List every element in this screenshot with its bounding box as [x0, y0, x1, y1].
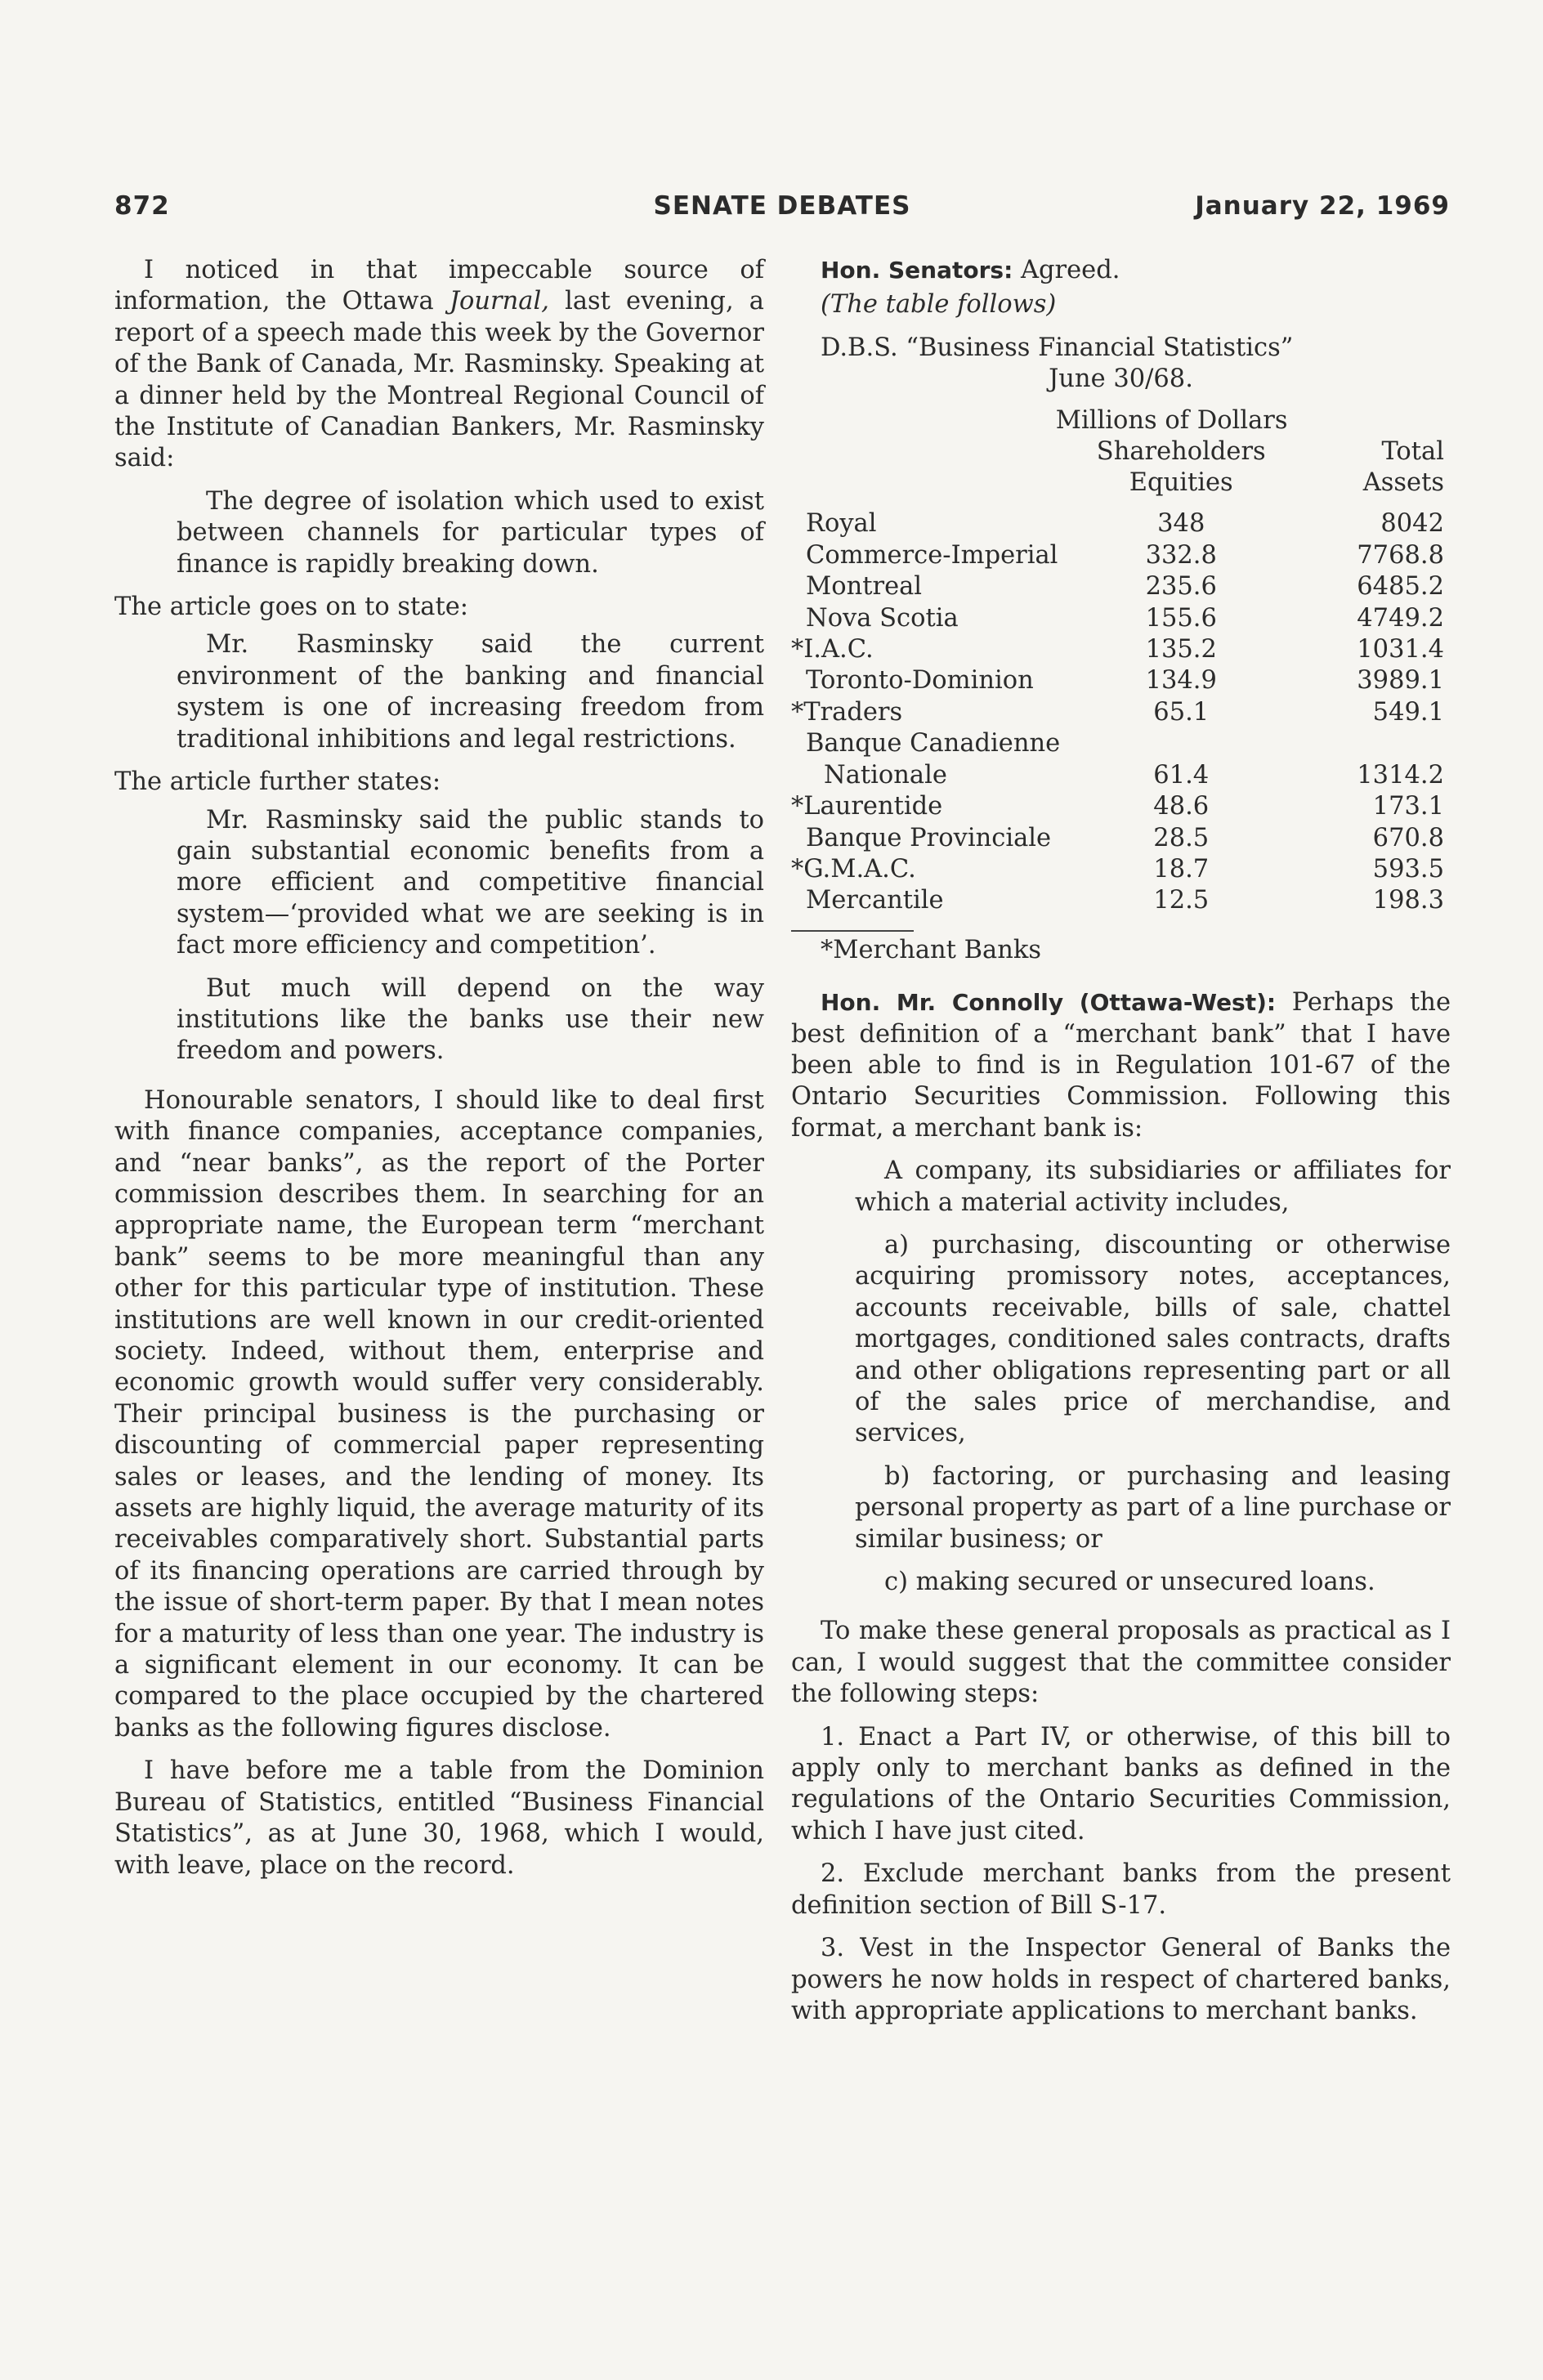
- row-name: *I.A.C.: [791, 635, 874, 664]
- row-assets: 6485.2: [1357, 572, 1444, 602]
- row-equities: 28.5: [1153, 823, 1210, 852]
- row-name: Banque Canadienne: [806, 729, 1061, 758]
- quote-isolation: The degree of isolation which used to exist between channels for particular types of finance is rapidly breaking down.: [177, 486, 764, 579]
- table-body: [791, 499, 1451, 917]
- right-column: [791, 255, 1451, 2027]
- row-equities: 135.2: [1145, 635, 1217, 664]
- definition-b: b) factoring, or purchasing and leasing personal property as part of a line purchase or similar business; or: [855, 1461, 1451, 1554]
- text: (The table follows): [821, 290, 1057, 320]
- row-assets: 8042: [1380, 509, 1444, 539]
- row-name: Montreal: [806, 572, 923, 602]
- divider: [791, 930, 914, 932]
- step-3: 3. Vest in the Inspector General of Banks the powers he now holds in respect of chartered banks, with appropriate applications to merchant banks.: [791, 1934, 1451, 2025]
- definition-c: c) making secured or unsecured loans.: [884, 1568, 1375, 1597]
- col-header: Equities: [1129, 468, 1233, 498]
- row-assets: 3989.1: [1357, 666, 1444, 696]
- row-name: Banque Provinciale: [806, 823, 1052, 852]
- table-row: [791, 571, 1451, 602]
- row-assets: 549.1: [1372, 697, 1444, 727]
- row-name: Mercantile: [806, 886, 944, 915]
- quote-much-depend: But much will depend on the way institutions like the banks use their new freedom and powers.: [177, 973, 764, 1066]
- text: Millions of Dollars: [1055, 405, 1288, 435]
- row-equities: 12.5: [1153, 886, 1210, 915]
- paragraph-journal: [114, 255, 764, 475]
- financial-table: [791, 405, 1451, 917]
- row-equities: 134.9: [1145, 666, 1217, 696]
- page-header: [114, 191, 1450, 224]
- table-row: [791, 603, 1451, 634]
- page-number: 872: [114, 191, 170, 221]
- speaker-name: Hon. Senators:: [821, 257, 1013, 284]
- row-assets: 1031.4: [1357, 635, 1444, 664]
- paragraph-table-intro: I have before me a table from the Dominion Bureau of Statistics, entitled “Business Financial Statistics”, as at June 30, 1968, which I would, with leave, place on the record.: [114, 1756, 764, 1880]
- table-row: [791, 760, 1451, 791]
- col-header: Assets: [1362, 468, 1444, 498]
- col-header: Total: [1381, 437, 1444, 467]
- speaker-name: Hon. Mr. Connolly (Ottawa-West):: [821, 989, 1277, 1017]
- step-2: 2. Exclude merchant banks from the present definition section of Bill S-17.: [791, 1859, 1451, 1920]
- definition-a: a) purchasing, discounting or otherwise acquiring promissory notes, acceptances, accounts receivable, bills of sale, chattel mortgages, conditioned sales contracts, drafts and other obligations representing part or all of the sales price of merchandise, and services,: [855, 1230, 1451, 1448]
- row-equities: 61.4: [1153, 760, 1210, 790]
- row-assets: 593.5: [1372, 854, 1444, 884]
- table-row: [791, 854, 1451, 885]
- table-source: D.B.S. “Business Financial Statistics”: [821, 333, 1294, 362]
- quote-public-stands: Mr. Rasminsky said the public stands to gain substantial economic benefits from a more efficient and competitive financial system—‘provided what we are seeking is in fact more efficiency and competition’.: [177, 805, 764, 960]
- journal-name: Journal,: [449, 287, 549, 316]
- paragraph-goes-on: The article goes on to state:: [114, 593, 469, 622]
- page-date: January 22, 1969: [1195, 191, 1450, 221]
- row-name: *Laurentide: [791, 792, 943, 821]
- quote-environment: Mr. Rasminsky said the current environment of the banking and financial system is one of increasing freedom from traditional inhibitions and legal restrictions.: [177, 630, 764, 754]
- paragraph-agreed: [791, 255, 1451, 286]
- row-assets: 173.1: [1372, 792, 1444, 821]
- row-equities: [1097, 728, 1266, 759]
- row-name: Nova Scotia: [806, 603, 959, 633]
- table-row: [791, 728, 1451, 759]
- row-equities: 18.7: [1153, 854, 1210, 884]
- table-follows-note: [791, 289, 1451, 320]
- table-date: June 30/68.: [1049, 365, 1193, 394]
- table-row: [791, 665, 1451, 696]
- table-row: [791, 499, 1451, 540]
- row-name: Nationale: [824, 760, 947, 790]
- paragraph-honourable: Honourable senators, I should like to deal first with finance companies, acceptance companies, and “near banks”, as the report of the Porter commission describes them. In searching for an appropriate name, the European term “merchant bank” seems to be more meaningful than any other for this particular type of institution. These institutions are well known in our credit-oriented society. Indeed, without them, enterprise and economic growth would suffer very considerably. Their principal business is the purchasing or discounting of commercial paper representing sales or leases, and the lending of money. Its assets are highly liquid, the average maturity of its receivables comparatively short. Substantial parts of its financing operations are carried through by the issue of short-term paper. By that I mean notes for a maturity of less than one year. The industry is a significant element in our economy. It can be compared to the place occupied by the chartered banks as the following figures disclose.: [114, 1085, 764, 1742]
- row-equities: 155.6: [1145, 603, 1217, 633]
- row-assets: 1314.2: [1357, 760, 1444, 790]
- row-name: *G.M.A.C.: [791, 854, 916, 884]
- row-assets: 198.3: [1372, 886, 1444, 915]
- row-equities: 235.6: [1145, 572, 1217, 602]
- row-assets: 7768.8: [1357, 540, 1444, 570]
- table-header-row: [791, 436, 1451, 468]
- table-row: [791, 791, 1451, 822]
- step-1: 1. Enact a Part IV, or otherwise, of this bill to apply only to merchant banks as defined in the regulations of the Ontario Securities Commission, which I have just cited.: [791, 1722, 1451, 1845]
- table-row: [791, 823, 1451, 854]
- paragraph-connolly: [791, 987, 1451, 1144]
- row-equities: 348: [1157, 509, 1205, 539]
- table-header-row: [791, 468, 1451, 499]
- row-equities: 332.8: [1145, 540, 1217, 570]
- table-row: [791, 634, 1451, 665]
- paragraph-further: The article further states:: [114, 767, 441, 797]
- col-header: Shareholders: [1096, 437, 1266, 467]
- row-name: *Traders: [791, 697, 903, 727]
- row-equities: 48.6: [1153, 792, 1210, 821]
- table-units: [1055, 405, 1451, 436]
- publication-title: SENATE DEBATES: [653, 191, 911, 221]
- text: Agreed.: [1013, 256, 1120, 284]
- text: last evening, a report of a speech made this week by the Governor of the Bank of Canada, Mr. Rasminsky. Speaking at a dinner held by the Montreal Regional Council of the Institute of Canadian Bankers, Mr. Rasminsky said:: [114, 287, 764, 473]
- table-row: [791, 885, 1451, 916]
- table-footnote: *Merchant Banks: [821, 935, 1041, 964]
- text: I noticed in that impeccable source of information, the Ottawa: [114, 256, 764, 316]
- row-name: Royal: [806, 509, 877, 539]
- row-name: Commerce-Imperial: [806, 540, 1058, 570]
- definition-intro: A company, its subsidiaries or affiliates for which a material activity includes,: [855, 1156, 1451, 1217]
- text: Perhaps the best definition of a “merchant bank” that I have been able to find is in Regulation 101-67 of the Ontario Securities Commission. Following this format, a merchant bank is:: [791, 988, 1451, 1143]
- row-name: Toronto-Dominion: [806, 666, 1034, 696]
- table-row: [791, 697, 1451, 728]
- table-header-row: [791, 405, 1451, 436]
- table-row: [791, 540, 1451, 571]
- row-assets: 670.8: [1372, 823, 1444, 852]
- row-assets: [1266, 728, 1451, 759]
- row-assets: 4749.2: [1357, 603, 1444, 633]
- left-column: [114, 255, 764, 1881]
- paragraph-steps: To make these general proposals as practical as I can, I would suggest that the committee consider the following steps:: [791, 1617, 1451, 1709]
- row-equities: 65.1: [1153, 697, 1210, 727]
